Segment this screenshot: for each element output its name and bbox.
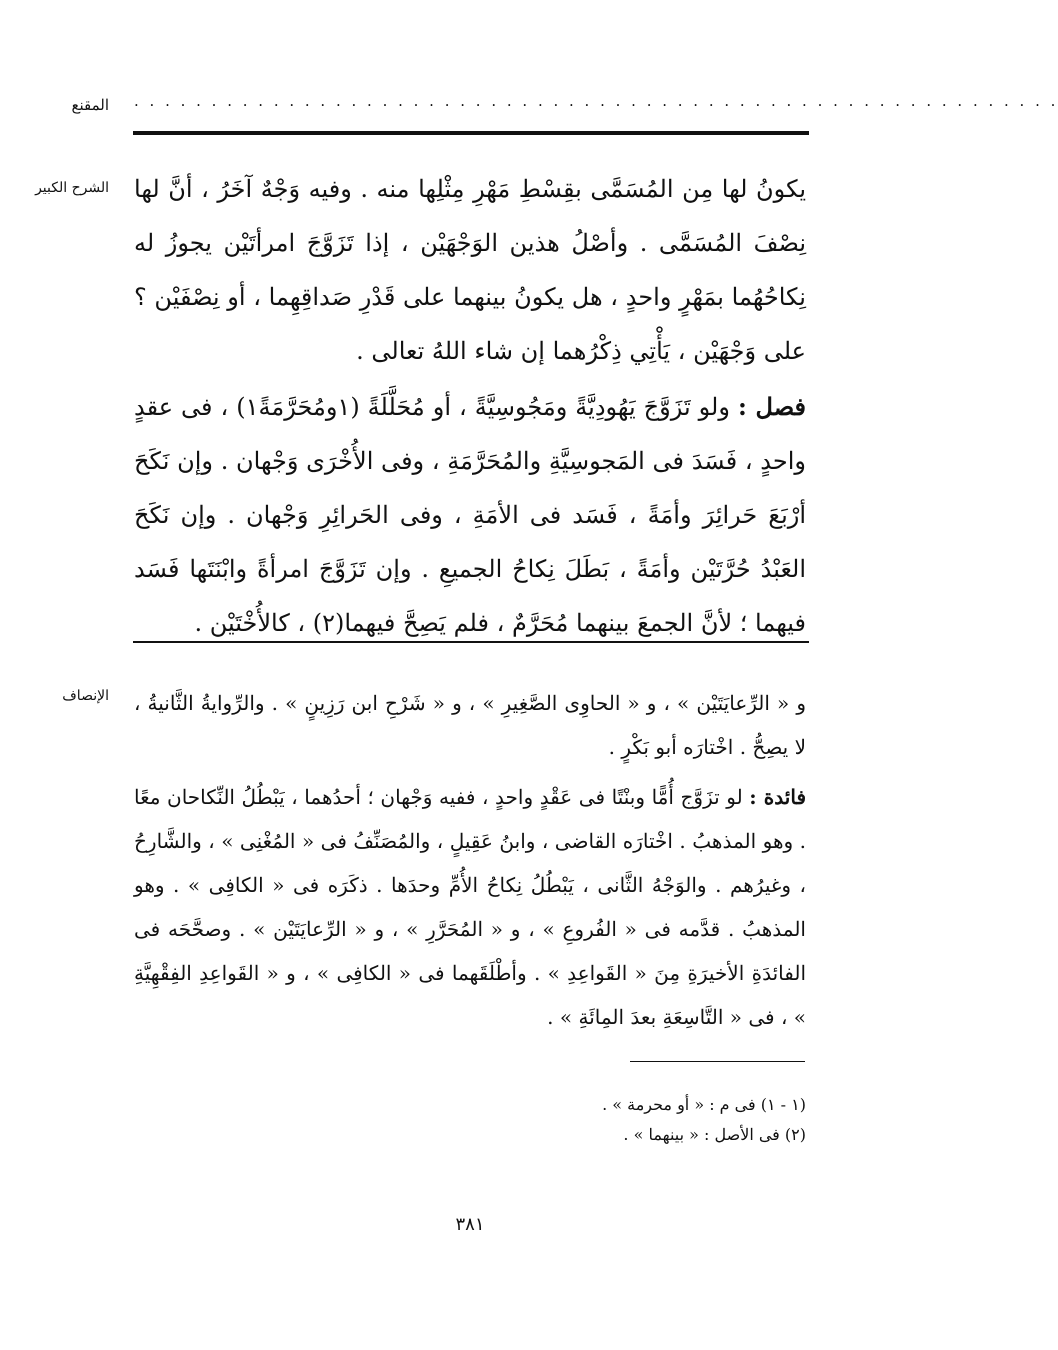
insaf-paragraph-1: و « الرِّعايَتَيْن » ، و « الحاوِى الصَّغِيرِ » ، و « شَرْحِ ابن رَزِينٍ » . والرِّوايةُ الثَّانيةُ ، لا يصِحُّ . اخْتارَه أبو بَكْرٍ .	[134, 691, 806, 759]
fasl-heading: فصل :	[737, 392, 807, 421]
insaf-paragraph-2	[134, 775, 806, 1039]
sharh-paragraph-2	[134, 380, 806, 650]
sharh-text	[134, 162, 806, 650]
footnote-2: (٢) فى الأصل : « بينهما » .	[623, 1125, 806, 1144]
insaf-section-label: الإنصاف	[62, 688, 109, 704]
footnotes	[134, 1090, 806, 1150]
running-header-title: المقنع	[71, 96, 109, 114]
footnote-rule	[630, 1061, 805, 1062]
sharh-section-label: الشرح الكبير	[35, 180, 109, 196]
faida-heading: فائدة :	[749, 785, 807, 809]
faida-body: لو تزَوَّج أُمًّا وبنْتًا فى عَقْدٍ واحدٍ ، ففيه وَجْهان ؛ أحدُهما ، يَبْطُلُ النِّكاحان معًا . وهو المذهبُ . اخْتارَه القاضى ، وابنُ عَقِيلٍ ، والمُصَنِّفُ فى « المُغْنِى » ، والشَّارِحُ ، وغيرُهم . والوَجْهُ الثَّانى ، يَبْطُلُ نِكاحُ الأُمِّ وحدَها . ذكَرَه فى « الكافِى » . وهو المذهبُ . قدَّمه فى « الفُروعِ » ، و « المُحَرَّرِ » ، و « الرِّعايَتَيْن » . وصحَّحَه فى الفائدَةِ الأخيرَةِ مِنَ « القَواعِدِ » . وأطْلَقَهما فى « الكافِى » ، و « القَواعِدِ الفِقْهِيَّةِ » ، فى « التَّاسِعَةِ بعدَ المِائَةِ » .	[134, 785, 806, 1029]
fasl-body: ولو تَزَوَّجَ يَهُودِيَّةً ومَجُوسِيَّةً ، أو مُحَلَّلَةً (١ومُحَرَّمَةً١) ، فى عقدٍ واحدٍ ، فَسَدَ فى المَجوسِيَّةِ والمُحَرَّمَةِ ، وفى الأُخْرَى وَجْهان . وإن نَكَحَ أرْبَعَ حَرائِرَ وأمَةً ، فَسَد فى الأمَةِ ، وفى الحَرائِرِ وَجْهان . وإن نَكَحَ العَبْدُ حُرَّتَيْن وأمَةً ، بَطَلَ نِكاحُ الجميعِ . وإن تَزَوَّجَ امرأةً وابْنَتَها فَسَد فيهما ؛ لأنَّ الجمعَ بينهما مُحَرَّمٌ ، فلم يَصِحَّ فيهما(٢) ، كالأُخْتَيْن .	[134, 393, 806, 637]
header-rule	[133, 131, 809, 135]
insaf-text	[134, 681, 806, 1039]
header-dotted-leader: · · · · · · · · · · · · · · · · · · · · · · · · · · · · · · · · · · · · · · · · · · · · · · · · · · · · · · · · · · · ·	[134, 96, 1058, 114]
sharh-paragraph-1: يكونُ لها مِن المُسَمَّى بقِسْطِ مَهْرِ مِثْلِها منه . وفيه وَجْهٌ آخَرُ ، أنَّ لها نِصْفَ المُسَمَّى . وأصْلُ هذين الوَجْهَيْن ، إذا تَزَوَّجَ امرأتَيْن يجوزُ له نِكاحُهُما بمَهْرٍ واحدٍ ، هل يكونُ بينهما على قَدْرِ صَداقِهِما ، أو نِصْفَيْن ؟ على وَجْهَيْن ، يَأْتِي ذِكْرُهما إن شاء اللهُ تعالى .	[134, 175, 806, 365]
footnote-1: (١ - ١) فى م : « أو محرمة » .	[602, 1095, 806, 1114]
page-number: ٣٨١	[455, 1214, 485, 1235]
section-divider	[133, 641, 809, 643]
